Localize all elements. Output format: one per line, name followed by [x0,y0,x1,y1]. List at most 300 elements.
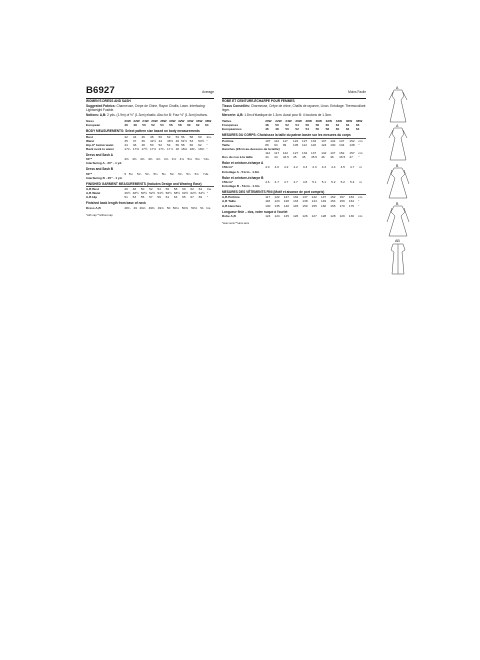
table-cell: 4⅝ [155,157,161,162]
table-cell: 24W [142,119,149,124]
table-cell: 46 [124,123,128,128]
table-cell: 145 [293,203,299,208]
table-cell: 26W [151,119,158,124]
table-cell: " [206,191,208,196]
table-cell: 124 [274,213,280,218]
table-cell: 159 [339,199,345,204]
table-cell: 5⅛ [187,157,192,162]
finished-length-heading: Finished back length from base of neck [86,201,146,206]
table-cell: 55 [140,195,145,200]
table-cell: 5.1 [321,179,327,184]
table-cell: 46 [124,187,128,192]
row-label: 60"* [86,171,93,176]
garment-sketch-svg [378,86,418,276]
dress-sash-b-heading: Robe et ceinture-écharpe B [222,175,264,180]
table-cell: 44 [124,142,128,147]
table-cell: 4.8 [302,179,308,184]
table-cell: 58 [173,187,178,192]
table-cell: 4⅜ [148,157,153,162]
table-cell: 138 [349,142,355,147]
row-label: European [86,123,101,128]
table-cell: 48 [149,134,154,139]
table-cell: cm [358,195,363,200]
table-cell: 112 [302,142,307,147]
table-cell: 89 [265,142,269,147]
table-cell: 4⅜ [140,157,145,162]
table-cell: 149 [320,199,327,204]
table-cell: 4.5 [340,165,345,170]
table-cell: 49⅝ [157,205,164,210]
table-row [86,161,214,165]
table-cell: 122 [274,195,280,200]
row-label: Taille [222,142,230,147]
size-table [86,119,214,127]
table-cell: Ins. [206,205,212,210]
table-cell: 5⅛ [195,157,200,162]
table-cell: 56 [169,123,173,128]
table-cell: 57 [149,195,153,200]
table-cell: 34W [187,119,194,124]
table-cell: Ins. [206,134,212,139]
table-cell: 64 [204,123,209,128]
table-cell: 127 [302,138,308,143]
table-cell: 46 [321,155,325,160]
table-cell: 154 [330,199,336,204]
table-cell: 112 [265,150,271,155]
table-cell: 53 [189,138,194,143]
table-cell: 4⅜ [124,157,129,162]
table-cell: 56 [175,142,180,147]
table-cell: 58 [325,127,330,132]
finished-measurements-heading: FINISHED GARMENT MEASUREMENTS (Includes Design and Wearing Ease) [86,182,214,187]
finished-measurements-heading: MESURES DES VÊTEMENTS FINI (Motif et aisance de port compris) [222,190,366,195]
fabrics-text: Tissus Conseillés: Charmeuse, Crêpe de chine, Challis de rayonne, Linon. Entoilage: Thermocollant léger. [222,103,366,112]
table-cell: cm [358,150,363,155]
table-row [86,123,214,127]
table-cell: 123 [274,199,280,204]
table-cell: 140 [283,203,289,208]
table-cell: 54 [160,123,164,128]
row-label: Entoilage A - 51cm - 1.0m [222,169,260,174]
table-row [222,214,366,218]
table-cell: 30W [169,119,176,124]
row-label: A,B Hip [86,195,98,200]
finished-length-table [86,206,214,210]
table-row [222,170,366,174]
table-cell: 61 [165,195,170,200]
table-row [86,195,214,199]
table-cell: 54½ [157,191,164,196]
table-cell: 4.7 [274,179,279,184]
table-cell: 56½ [165,191,172,196]
table-cell: 54 [305,127,309,132]
table-cell: 62 [190,187,194,192]
table-cell: 58 [181,142,185,147]
row-label: Sizes [86,119,94,124]
table-cell: 54 [167,142,171,147]
table-cell: 170 [339,203,345,208]
table-cell: 5¼ [178,171,183,176]
table-cell: 60 [187,123,191,128]
table-cell: 46½ [167,138,174,143]
table-cell: 58 [315,123,320,128]
table-cell: 117 [265,195,271,200]
table-cell: 17⅜ [132,146,139,151]
row-label: A,B Waist [86,191,101,196]
table-cell: 5¼ [137,171,142,176]
table-cell: 46½ [124,191,131,196]
table-cell: 130 [265,203,271,208]
table-cell: 137 [321,138,327,143]
table-cell: 64 [355,127,360,132]
table-cell: 49 [133,205,137,210]
body-measurements-table [222,139,366,159]
finished-length-heading: Longueur finie – dos, votre nuque à l'ourlet [222,209,288,214]
table-cell: 62 [345,127,350,132]
table-cell: 45 [302,155,306,160]
table-cell: 4.7 [293,179,298,184]
row-label: Françaises [222,123,239,128]
table-cell: 5¼ [161,171,167,176]
table-cell: 50 [140,187,145,192]
section-title: WOMEN'S DRESS AND SASH [86,99,131,104]
table-cell: 66 [355,123,360,128]
row-label: 60"* [86,157,93,162]
dress-sash-b-heading: Dress and Sash B [86,167,114,172]
table-cell: 4.4 [331,165,336,170]
finished-length-table [222,214,366,218]
table-cell: 48 [132,187,137,192]
table-cell: 5¼ [128,171,134,176]
row-label: Dress A,B [86,205,101,210]
table-cell: 30W [315,119,322,124]
table-cell: 4.0 [274,165,279,170]
table-cell: m [359,179,362,184]
table-cell: 124 [321,142,327,147]
table-cell: " [358,155,360,160]
row-label: Back neck to waist [86,146,114,151]
table-cell: 48 [141,142,145,147]
table-cell: 50 [275,123,279,128]
table-cell: 4.7 [349,165,355,170]
table-cell: 5¼ [153,171,158,176]
table-cell: cm [358,138,363,143]
yardage-a-table [222,165,366,173]
table-cell: 50 [142,123,146,128]
table-cell: 5.4 [349,179,355,184]
table-cell: 142 [321,150,327,155]
table-cell: 4.2 [284,165,289,170]
table-cell: 127 [293,150,299,155]
table-cell: 50 [166,205,171,210]
table-cell: 52 [158,142,162,147]
table-cell: 17⅞ [167,146,174,151]
table-cell: " [358,142,360,147]
table-cell: 128 [330,213,336,218]
table-cell: 124 [265,213,271,218]
table-cell: 4.7 [284,179,289,184]
table-row [86,206,214,210]
table-cell: Ins. [206,187,212,192]
table-cell: 44.5 [282,155,289,160]
table-cell: 60 [335,127,340,132]
table-cell: Yds. [203,157,210,162]
table-cell: 35 [124,138,128,143]
size-table [222,119,366,131]
table-cell: " [206,195,208,200]
table-cell: 58 [178,123,182,128]
dress-sash-a-heading: Dress and Sash A [86,152,113,157]
edition-label: Moins Facile [348,90,366,94]
table-cell: 4.3 [302,165,308,170]
table-cell: 46 [132,142,137,147]
table-row [222,127,366,131]
row-label: Interfacing B - 20" - 1 yd. [86,175,123,180]
table-cell: " [206,142,208,147]
table-cell: " [358,203,360,208]
table-cell: 48 [133,123,137,128]
table-cell: 48½ [132,191,139,196]
table-cell: 52 [167,134,171,139]
table-cell: 58 [189,134,194,139]
table-cell: 45 [293,155,297,160]
row-label: Robe A,B [222,213,236,218]
table-cell: 125 [283,213,289,218]
table-cell: 152 [330,195,336,200]
row-label: A,B Poitrine [222,195,240,200]
table-cell: 18⅜ [198,146,205,151]
table-cell: 129 [339,213,345,218]
table-cell: 67 [190,195,194,200]
table-cell: 44 [274,155,278,160]
view-letter: B [396,202,399,206]
table-cell: 51 [200,205,204,210]
table-cell: 69 [198,195,203,200]
table-cell: 18⅛ [181,146,188,151]
table-cell: 60 [189,142,194,147]
table-cell: " [358,199,360,204]
table-cell: 4.3 [312,165,317,170]
table-cell: 47 [349,155,353,160]
table-cell: 28W [160,119,167,124]
table-cell: 50⅛ [172,205,179,210]
table-cell: 28W [305,119,312,124]
table-cell: 54 [295,123,299,128]
table-cell: 48 [265,123,269,128]
table-cell: 137 [311,150,317,155]
table-cell: 126 [302,213,308,218]
table-cell: 126 [293,213,299,218]
table-cell: 52½ [149,191,156,196]
table-cell: 144 [311,199,317,204]
notions-text: Mercerie: A,B: 1.8m d'élastique de 1.3cm. Aussi pour B: 4 boutons de 1.3cm. [222,113,332,118]
table-cell: 5¼ [169,171,175,176]
table-cell: " [206,138,208,143]
table-cell: 48 [275,127,279,132]
row-label: Interfacing A - 20" - 1 yd. [86,161,123,166]
table-cell: 62 [198,142,202,147]
table-cell: 107 [265,138,271,143]
table-cell: 38W [204,119,212,124]
table-cell: 99 [282,142,287,147]
fabrics-text: Suggested Fabrics: Charmeuse, Crepe de Chine, Rayon Challis, Lawn. Interfacing: Lightweight Fusible. [86,103,206,112]
table-cell: 44 [158,138,162,143]
garment-sketches [378,86,418,276]
table-cell: 58½ [173,191,180,196]
table-cell: 50⅜ [181,205,188,210]
dress-sash-a-heading: Robe et ceinture-écharpe A [222,161,264,166]
table-cell: 22W [275,119,282,124]
table-cell: 152 [349,138,355,143]
table-cell: 17¾ [158,146,165,151]
row-label: 150cm* [222,179,233,184]
table-cell: 50⅝ [191,205,198,210]
row-label: Poitrine [222,138,234,143]
dress-a-back-sketch [389,128,407,160]
table-cell: 52 [285,123,289,128]
table-cell: 164 [348,199,355,204]
table-cell: 60½ [182,191,189,196]
row-label: A,B Hanches [222,203,242,208]
table-cell: 165 [330,203,336,208]
table-cell: 118 [311,142,316,147]
row-label: Hip-9" below waist [86,142,114,147]
table-cell: 4⅝ [163,157,169,162]
table-cell: 32W [178,119,185,124]
table-cell: 64 [345,123,350,128]
table-cell: 5.1 [312,179,317,184]
table-row [86,176,214,180]
table-cell: 62 [335,123,340,128]
table-cell: 147 [339,138,345,143]
table-cell: 37 [132,138,137,143]
table-cell: 5 [124,171,127,176]
row-label: Entoilage B - 51cm - 1.0m [222,184,260,188]
table-cell: 18¼ [189,146,196,151]
row-label: Européennes [222,127,242,132]
table-cell: 46 [265,127,269,132]
table-cell: 132 [311,138,317,143]
table-cell: 117 [282,138,288,143]
table-cell: 150 [302,203,308,208]
table-cell: 132 [302,150,308,155]
table-cell: 4.6 [265,179,270,184]
table-cell: 34W [335,119,343,124]
table-cell: 128 [320,213,327,218]
table-cell: 122 [282,150,288,155]
table-cell: 5.2 [340,179,345,184]
table-row [222,155,366,159]
table-row [222,204,366,208]
table-cell: 4.2 [293,165,298,170]
table-cell: 60 [198,134,202,139]
table-cell: 105 [293,142,299,147]
footnote: *avec sens **sans sens [222,222,250,226]
table-cell: 46 [330,155,334,160]
table-cell: 51½ [181,138,188,143]
body-measurements-heading: MESURES DU CORPS: Choisissez la taille du patron basée sur les mesures du corps [222,133,366,138]
table-cell: 52 [149,187,153,192]
table-cell: 49⅜ [148,205,155,210]
table-cell: 4.3 [321,165,327,170]
view-letter: A [396,124,399,128]
row-label: Hanches (23cm au-dessous de la taille) [222,146,280,151]
finished-measurements-table [86,187,214,199]
table-cell: 134 [339,142,345,147]
row-label: Dos du cou à la taille [222,155,253,160]
english-column [86,86,214,218]
edition-label: Average [202,90,214,94]
table-cell: 132 [293,195,299,200]
yardage-b-table [86,172,214,180]
table-cell: 60 [182,187,186,192]
table-cell: 20W [124,119,131,124]
view-letter: A [396,86,399,90]
table-cell: 18 [175,146,180,151]
row-label: Bust [86,134,93,139]
table-cell: 17¼ [124,146,131,151]
table-row [86,147,214,151]
table-cell: 17⅝ [149,146,157,151]
table-cell: 56 [315,127,320,132]
table-cell: 50 [149,142,154,147]
table-cell: 45.5 [311,155,318,160]
finished-measurements-table [222,195,366,207]
table-cell: 42 [124,134,128,139]
table-cell: 5¾ [186,171,191,176]
table-cell: Yds. [202,171,210,176]
table-cell: 50½ [140,191,147,196]
table-cell: 5¼ [145,171,150,176]
body-measurements-heading: BODY MEASUREMENTS: Select pattern size based on body measurements [86,129,214,134]
yardage-a-table [86,157,214,165]
table-cell: 44 [132,134,137,139]
table-cell: 41½ [149,138,157,143]
table-cell: 163 [348,195,355,200]
table-cell: 46 [141,134,145,139]
table-cell: 142 [311,195,317,200]
table-cell: 147 [330,150,336,155]
table-cell: 127 [311,213,317,218]
table-cell: 138 [302,199,308,204]
table-cell: 135 [274,203,280,208]
table-cell: 128 [283,199,289,204]
yardage-b-table [222,180,366,188]
table-cell: 26W [295,119,302,124]
table-cell: 142 [330,138,336,143]
table-cell: 38W [355,119,363,124]
table-cell: 133 [293,199,299,204]
dress-b-front-sketch [387,168,409,198]
table-cell: 20W [265,119,272,124]
table-row [222,184,366,188]
table-cell: 130 [330,142,336,147]
row-label: A,B Taille [222,199,236,204]
table-cell: 160 [320,203,327,208]
table-cell: 147 [320,195,327,200]
table-cell: 118 [265,199,271,204]
table-cell: cm [358,213,363,218]
table-cell: 155 [311,203,317,208]
dress-b-back-sketch [387,206,409,236]
table-cell: 22W [133,119,140,124]
section-title: ROBE ET CEINTURE-ÉCHARPE POUR FEMMES [222,99,295,104]
table-cell: 130 [348,213,355,218]
table-cell: 50 [285,127,289,132]
table-cell: 36W [345,119,353,124]
table-cell: 65 [182,195,186,200]
pattern-code: B6927 [86,85,115,96]
